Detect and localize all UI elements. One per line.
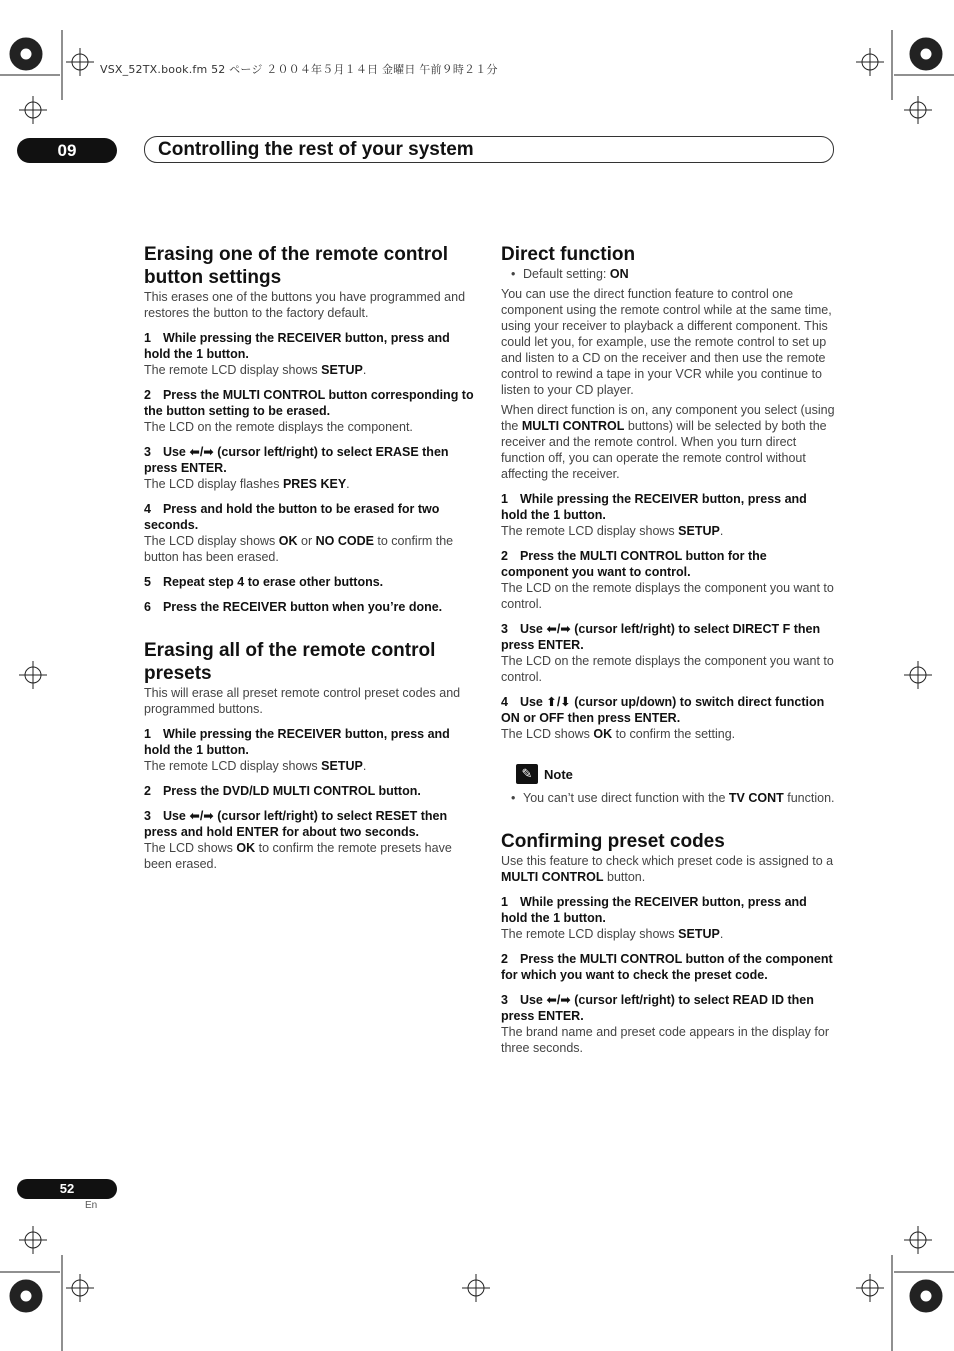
step-title: 3 Use ⬅/➡ (cursor left/right) to select DIRECT F then press ENTER.: [501, 622, 821, 652]
step-title: 3 Use ⬅/➡ (cursor left/right) to select ERASE then press ENTER.: [144, 445, 449, 475]
step-title: 1 While pressing the RECEIVER button, press and hold the 1 button.: [144, 727, 450, 757]
step-body: The LCD on the remote displays the component you want to control.: [501, 581, 834, 611]
step-title: 6 Press the RECEIVER button when you’re done.: [144, 600, 443, 614]
section-heading: Direct function: [501, 244, 636, 265]
step-body: The brand name and preset code appears in the display for three seconds.: [501, 1025, 829, 1055]
note-text: • You can’t use direct function with the TV CONT function.: [501, 790, 835, 806]
section-heading: Erasing all of the remote control presets: [144, 640, 436, 684]
page-language: En: [85, 1200, 98, 1211]
step-title: 3 Use ⬅/➡ (cursor left/right) to select READ ID then press ENTER.: [501, 993, 814, 1023]
section-heading: Erasing one of the remote control button settings: [144, 244, 449, 288]
step-title: 2 Press the MULTI CONTROL button for the component you want to control.: [501, 549, 767, 579]
step-title: 2 Press the DVD/LD MULTI CONTROL button.: [144, 784, 421, 798]
step-body: The LCD display shows OK or NO CODE to confirm the button has been erased.: [144, 534, 454, 564]
step-title: 1 While pressing the RECEIVER button, press and hold the 1 button.: [501, 492, 807, 522]
step-body: The LCD display flashes PRES KEY.: [144, 477, 350, 491]
step-body: The remote LCD display shows SETUP.: [501, 927, 724, 941]
step-body: The LCD on the remote displays the component.: [144, 420, 413, 434]
step-body: The remote LCD display shows SETUP.: [501, 524, 724, 538]
paragraph: You can use the direct function feature to control one component using the remote control while at the same time, using your receiver to playback a different component. This could let you, for example, use the remote control to set up and listen to a CD on the receiver and then use the remote control to rewind a tape in your VCR while you continue to listen to your CD player.: [501, 287, 832, 397]
step-body: The remote LCD display shows SETUP.: [144, 759, 367, 773]
step-title: 4 Press and hold the button to be erased for two seconds.: [144, 502, 440, 532]
step-title: 2 Press the MULTI CONTROL button of the component for which you want to check the preset code.: [501, 952, 833, 982]
default-setting: • Default setting: ON: [501, 266, 835, 282]
step-body: The remote LCD display shows SETUP.: [144, 363, 367, 377]
step-title: 3 Use ⬅/➡ (cursor left/right) to select RESET then press and hold ENTER for about two seconds.: [144, 809, 448, 839]
pencil-icon: ✎: [516, 764, 538, 784]
section-intro: Use this feature to check which preset code is assigned to a MULTI CONTROL button.: [501, 854, 834, 884]
note-label: Note: [544, 766, 573, 782]
step-body: The LCD on the remote displays the component you want to control.: [501, 654, 834, 684]
step-title: 5 Repeat step 4 to erase other buttons.: [144, 575, 384, 589]
section-intro: This erases one of the buttons you have programmed and restores the button to the factory default.: [144, 290, 466, 320]
step-title: 2 Press the MULTI CONTROL button corresponding to the button setting to be erased.: [144, 388, 474, 418]
paragraph: When direct function is on, any component you select (using the MULTI CONTROL buttons) will be selected by both the receiver and the remote control. When you turn direct function off, you can operate the remote control without affecting the receiver.: [501, 403, 835, 481]
page-number: 52: [17, 1179, 117, 1199]
step-body: The LCD shows OK to confirm the remote presets have been erased.: [144, 841, 452, 871]
step-title: 4 Use ⬆/⬇ (cursor up/down) to switch direct function ON or OFF then press ENTER.: [501, 695, 825, 725]
print-header: VSX_52TX.book.fm 52 ページ ２００４年５月１４日 金曜日 午前９時２１分: [100, 63, 498, 76]
step-title: 1 While pressing the RECEIVER button, press and hold the 1 button.: [144, 331, 450, 361]
section-intro: This will erase all preset remote control preset codes and programmed buttons.: [144, 686, 461, 716]
step-body: The LCD shows OK to confirm the setting.: [501, 727, 736, 741]
step-title: 1 While pressing the RECEIVER button, press and hold the 1 button.: [501, 895, 807, 925]
chapter-number: 09: [17, 138, 117, 163]
section-heading: Confirming preset codes: [501, 831, 725, 852]
chapter-title: Controlling the rest of your system: [144, 136, 834, 163]
